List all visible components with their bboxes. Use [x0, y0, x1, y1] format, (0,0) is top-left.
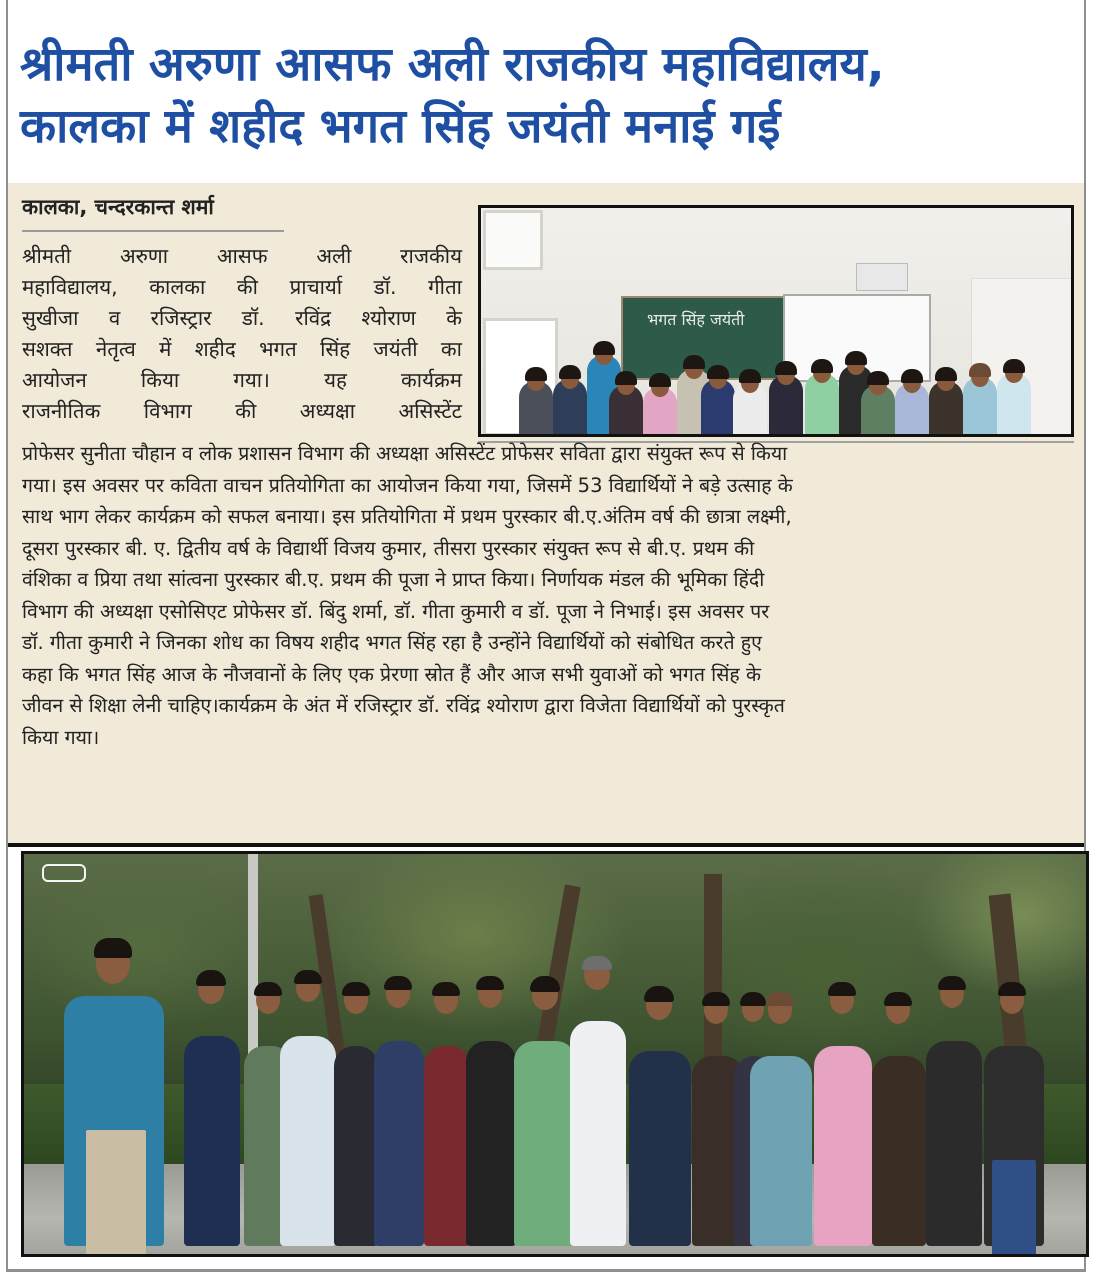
article-narrow-column: [22, 241, 462, 427]
article-line: किया गया।: [22, 725, 100, 749]
article-line: सशक्त नेतृत्व में शहीद भगत सिंह जयंती का: [22, 337, 462, 361]
headline-line-2: कालका में शहीद भगत सिंह जयंती मनाई गई: [20, 99, 781, 154]
article-line: महाविद्यालय, कालका की प्राचार्या डॉ. गीता: [22, 275, 462, 299]
article-line: श्रीमती अरुणा आसफ अली राजकीय: [22, 244, 462, 268]
article-line: डॉ. गीता कुमारी ने जिनका शोध का विषय शहीद भगत सिंह रहा है उन्होंने विद्यार्थियों को संबोधित करते हुए: [22, 631, 762, 654]
camera-watermark-icon: [42, 864, 86, 882]
headline-line-1: श्रीमती अरुणा आसफ अली राजकीय महाविद्यालय,: [20, 37, 885, 92]
article-line: जीवन से शिक्षा लेनी चाहिए।कार्यक्रम के अंत में रजिस्ट्रार डॉ. रविंद्र श्योराण द्वारा विजेता विद्यार्थियों को पुरस्कृत: [22, 694, 785, 717]
newspaper-clipping: [6, 0, 1086, 1272]
article-line: आयोजन किया गया। यह कार्यक्रम: [22, 368, 462, 392]
outdoor-group-photo: [21, 851, 1089, 1257]
group-of-people: [501, 333, 1061, 437]
article-line: दूसरा पुरस्कार बी. ए. द्वितीय वर्ष के विद्यार्थी विजय कुमार, तीसरा पुरस्कार संयुक्त रूप से बी.ए. प्रथम की: [22, 536, 755, 560]
article-line: कहा कि भगत सिंह आज के नौजवानों के लिए एक प्रेरणा स्रोत हैं और आज सभी युवाओं को भगत सिंह के: [22, 662, 761, 686]
group-of-people: [44, 934, 1084, 1257]
article-line: राजनीतिक विभाग की अध्यक्षा असिस्टेंट: [22, 399, 462, 423]
chalkboard-text: भगत सिंह जयंती: [647, 310, 745, 329]
article-line: गया। इस अवसर पर कविता वाचन प्रतियोगिता का आयोजन किया गया, जिसमें 53 विद्यार्थियों ने बड़े उत्साह के: [22, 473, 793, 497]
classroom-photo: [478, 205, 1074, 437]
article-line: सुखीजा व रजिस्ट्रार डॉ. रविंद्र श्योराण के: [22, 306, 462, 330]
article-line: साथ भाग लेकर कार्यक्रम को सफल बनाया। इस प्रतियोगिता में प्रथम पुरस्कार बी.ए.अंतिम वर्ष की छात्रा लक्ष्मी,: [22, 505, 792, 528]
article-line: प्रोफेसर सुनीता चौहान व लोक प्रशासन विभाग की अध्यक्षा असिस्टेंट प्रोफेसर सविता द्वारा संयुक्त रूप से किया: [22, 442, 788, 465]
article-body: [8, 183, 1084, 843]
article-line: वंशिका व प्रिया तथा सांत्वना पुरस्कार बी.ए. प्रथम की पूजा ने प्राप्त किया। निर्णायक मंडल की भूमिका हिंदी: [22, 568, 765, 591]
byline: कालका, चन्दरकान्त शर्मा: [22, 195, 214, 219]
window: [483, 210, 543, 270]
section-divider: [8, 843, 1084, 847]
projector: [856, 263, 908, 291]
byline-divider: [22, 230, 284, 232]
article-wide-column: [22, 438, 1074, 753]
article-line: विभाग की अध्यक्षा एसोसिएट प्रोफेसर डॉ. बिंदु शर्मा, डॉ. गीता कुमारी व डॉ. पूजा ने निभाई। इस अवसर पर: [22, 599, 770, 623]
headline: [20, 34, 1090, 158]
